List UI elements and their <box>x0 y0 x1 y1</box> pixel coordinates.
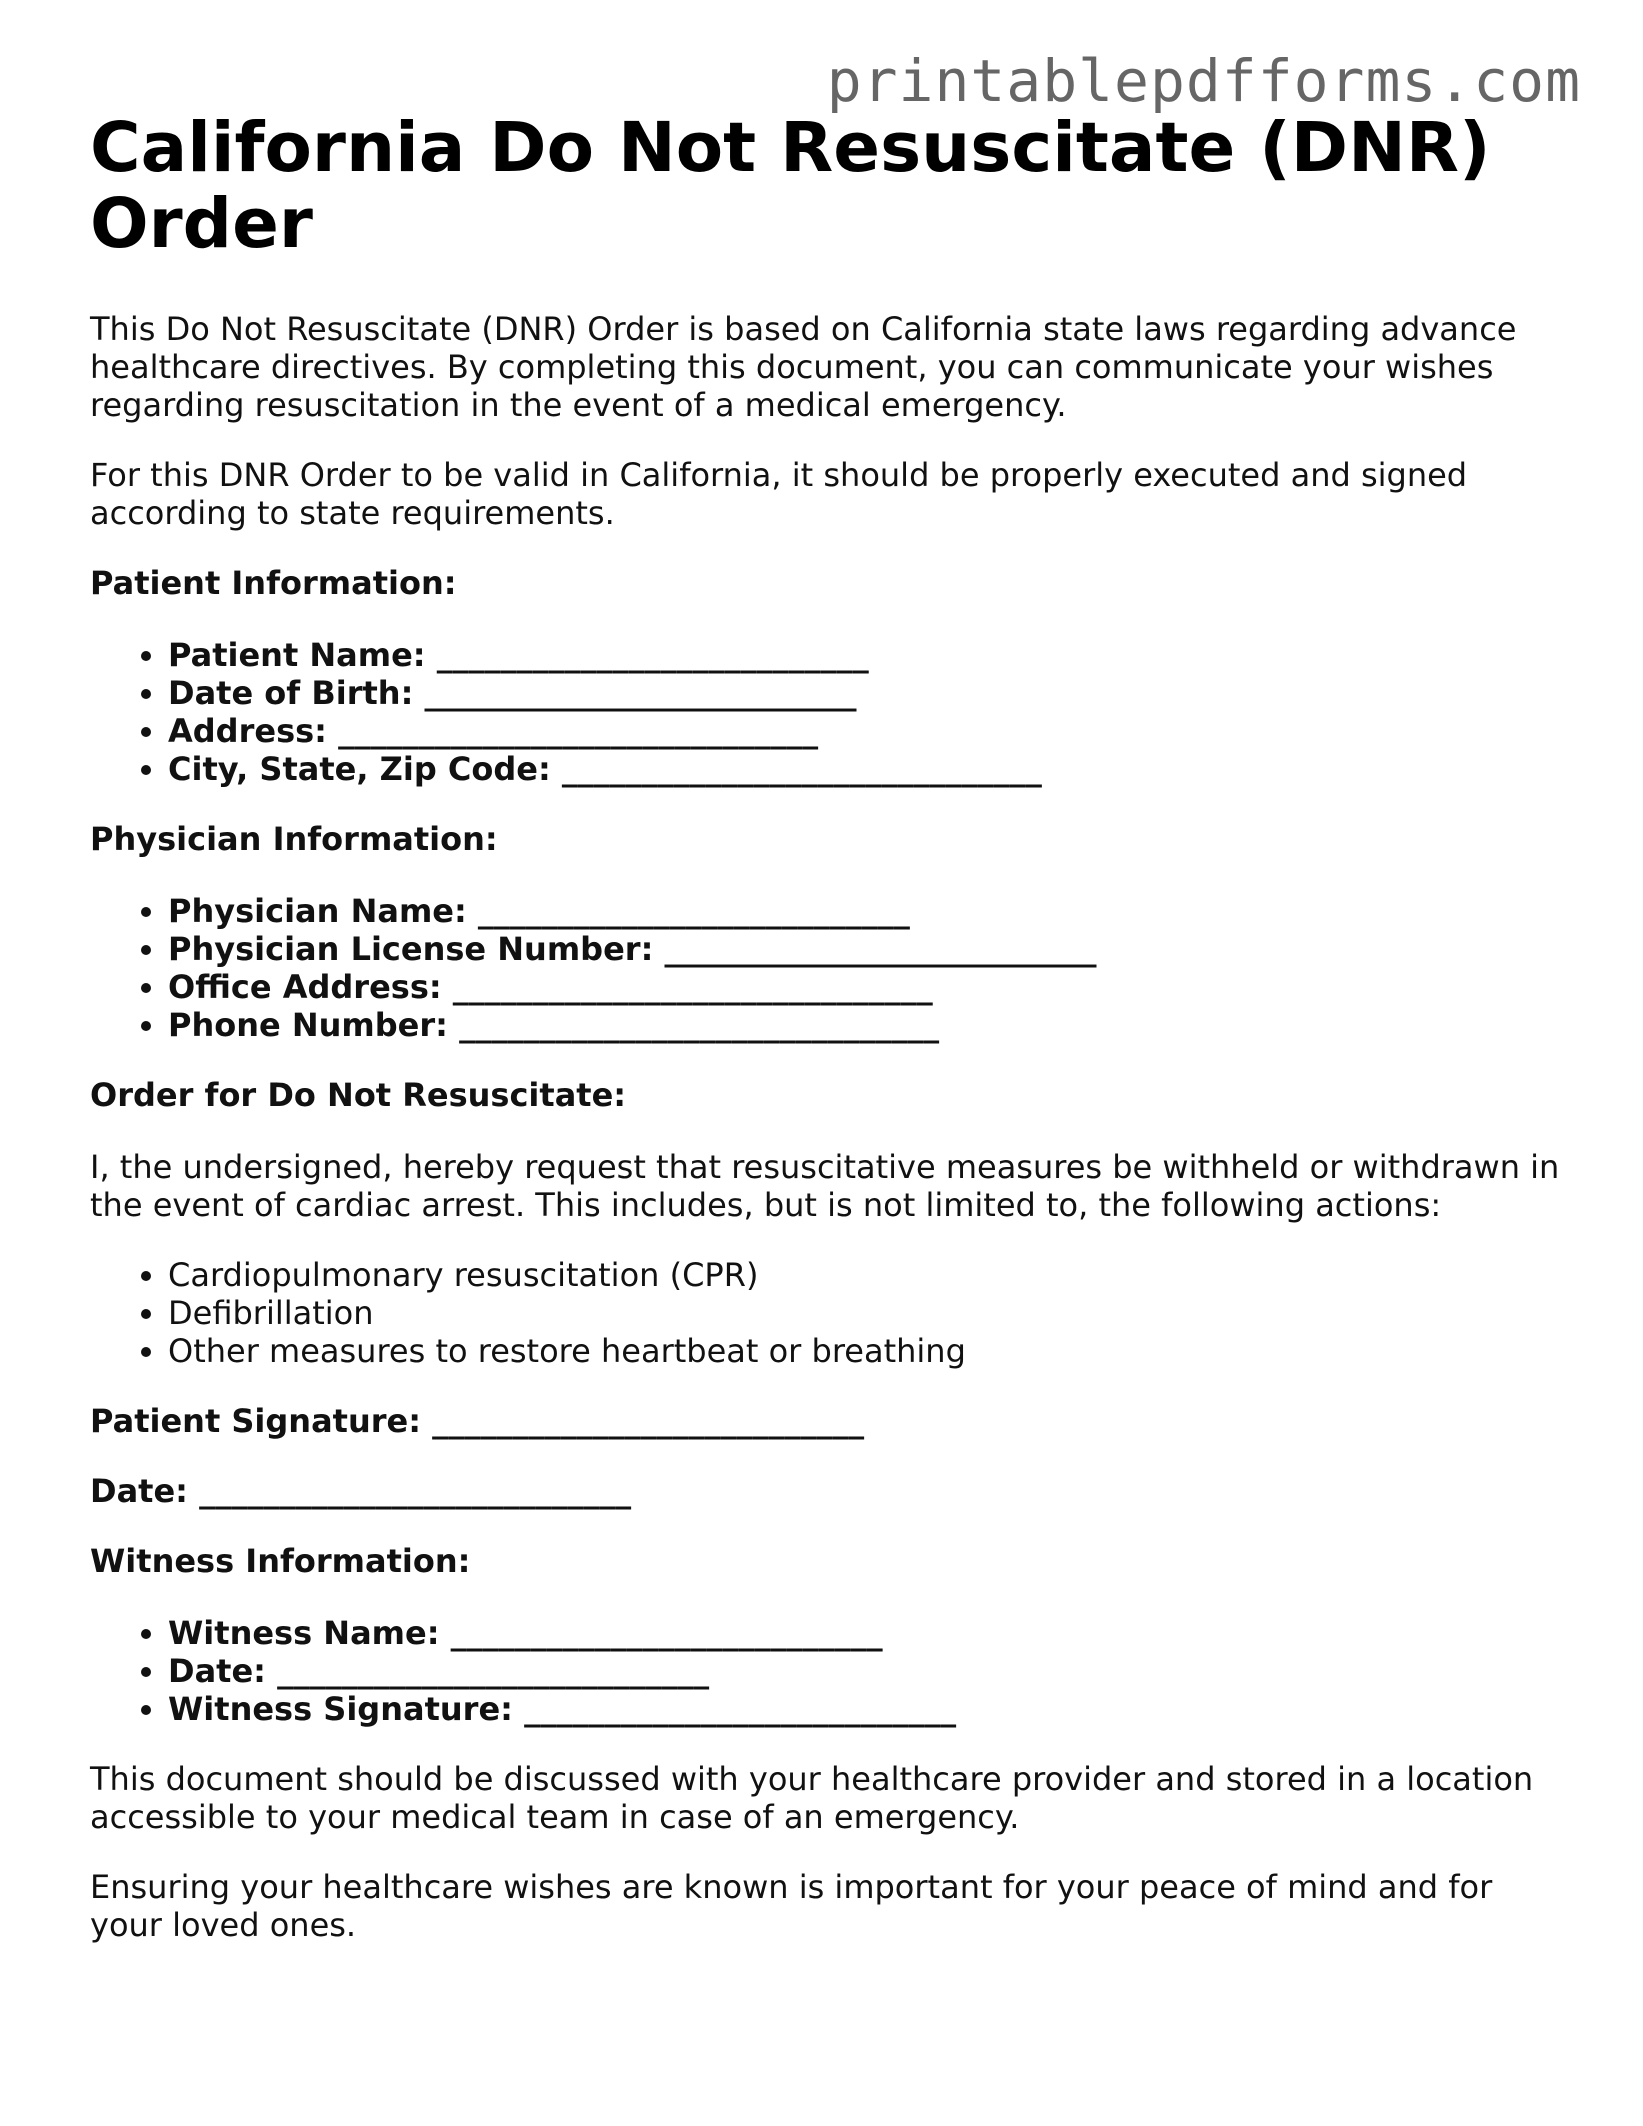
validity-paragraph: For this DNR Order to be valid in California, it should be properly executed and signed according to state requirements. <box>90 456 1468 532</box>
action-other-measures: • Other measures to restore heartbeat or breathing <box>168 1332 1570 1370</box>
phone-number-field[interactable]: • Phone Number: ______________________________ <box>168 1006 1570 1044</box>
witness-date-field[interactable]: • Date: ___________________________ <box>168 1652 1570 1690</box>
signature-date-field[interactable]: Date: ___________________________ <box>90 1472 632 1510</box>
document-page <box>90 110 1570 1976</box>
witness-info-list <box>90 1614 1570 1728</box>
physician-name-field[interactable]: • Physician Name: ___________________________ <box>168 892 1570 930</box>
physician-license-field[interactable]: • Physician License Number: ___________________________ <box>168 930 1570 968</box>
watermark: printablepdfforms.com <box>826 47 1581 115</box>
order-actions-list <box>90 1256 1570 1370</box>
patient-info-list <box>90 636 1570 788</box>
witness-info-heading: Witness Information: <box>90 1542 471 1580</box>
order-statement: I, the undersigned, hereby request that resuscitative measures be withheld or withdrawn in the event of cardiac arrest. This includes, but is not limited to, the following actions: <box>90 1148 1560 1224</box>
order-heading: Order for Do Not Resuscitate: <box>90 1076 627 1114</box>
patient-name-field[interactable]: • Patient Name: ___________________________ <box>168 636 1570 674</box>
physician-info-list <box>90 892 1570 1044</box>
action-defibrillation: • Defibrillation <box>168 1294 1570 1332</box>
document-title: California Do Not Resuscitate (DNR) Order <box>90 108 1491 264</box>
patient-signature-field[interactable]: Patient Signature: ___________________________ <box>90 1402 865 1440</box>
closing-note: Ensuring your healthcare wishes are known is important for your peace of mind and for your loved ones. <box>90 1868 1493 1944</box>
witness-signature-field[interactable]: • Witness Signature: ___________________________ <box>168 1690 1570 1728</box>
action-cpr: • Cardiopulmonary resuscitation (CPR) <box>168 1256 1570 1294</box>
physician-info-heading: Physician Information: <box>90 820 498 858</box>
intro-paragraph: This Do Not Resuscitate (DNR) Order is based on California state laws regarding advance healthcare directives. By completing this document, you can communicate your wishes regarding resuscitation in the event of a medical emergency. <box>90 310 1517 424</box>
city-state-zip-field[interactable]: • City, State, Zip Code: ______________________________ <box>168 750 1570 788</box>
storage-note: This document should be discussed with your healthcare provider and stored in a location accessible to your medical team in case of an emergency. <box>90 1760 1534 1836</box>
witness-name-field[interactable]: • Witness Name: ___________________________ <box>168 1614 1570 1652</box>
date-of-birth-field[interactable]: • Date of Birth: ___________________________ <box>168 674 1570 712</box>
address-field[interactable]: • Address: ______________________________ <box>168 712 1570 750</box>
patient-info-heading: Patient Information: <box>90 564 457 602</box>
office-address-field[interactable]: • Office Address: ______________________________ <box>168 968 1570 1006</box>
